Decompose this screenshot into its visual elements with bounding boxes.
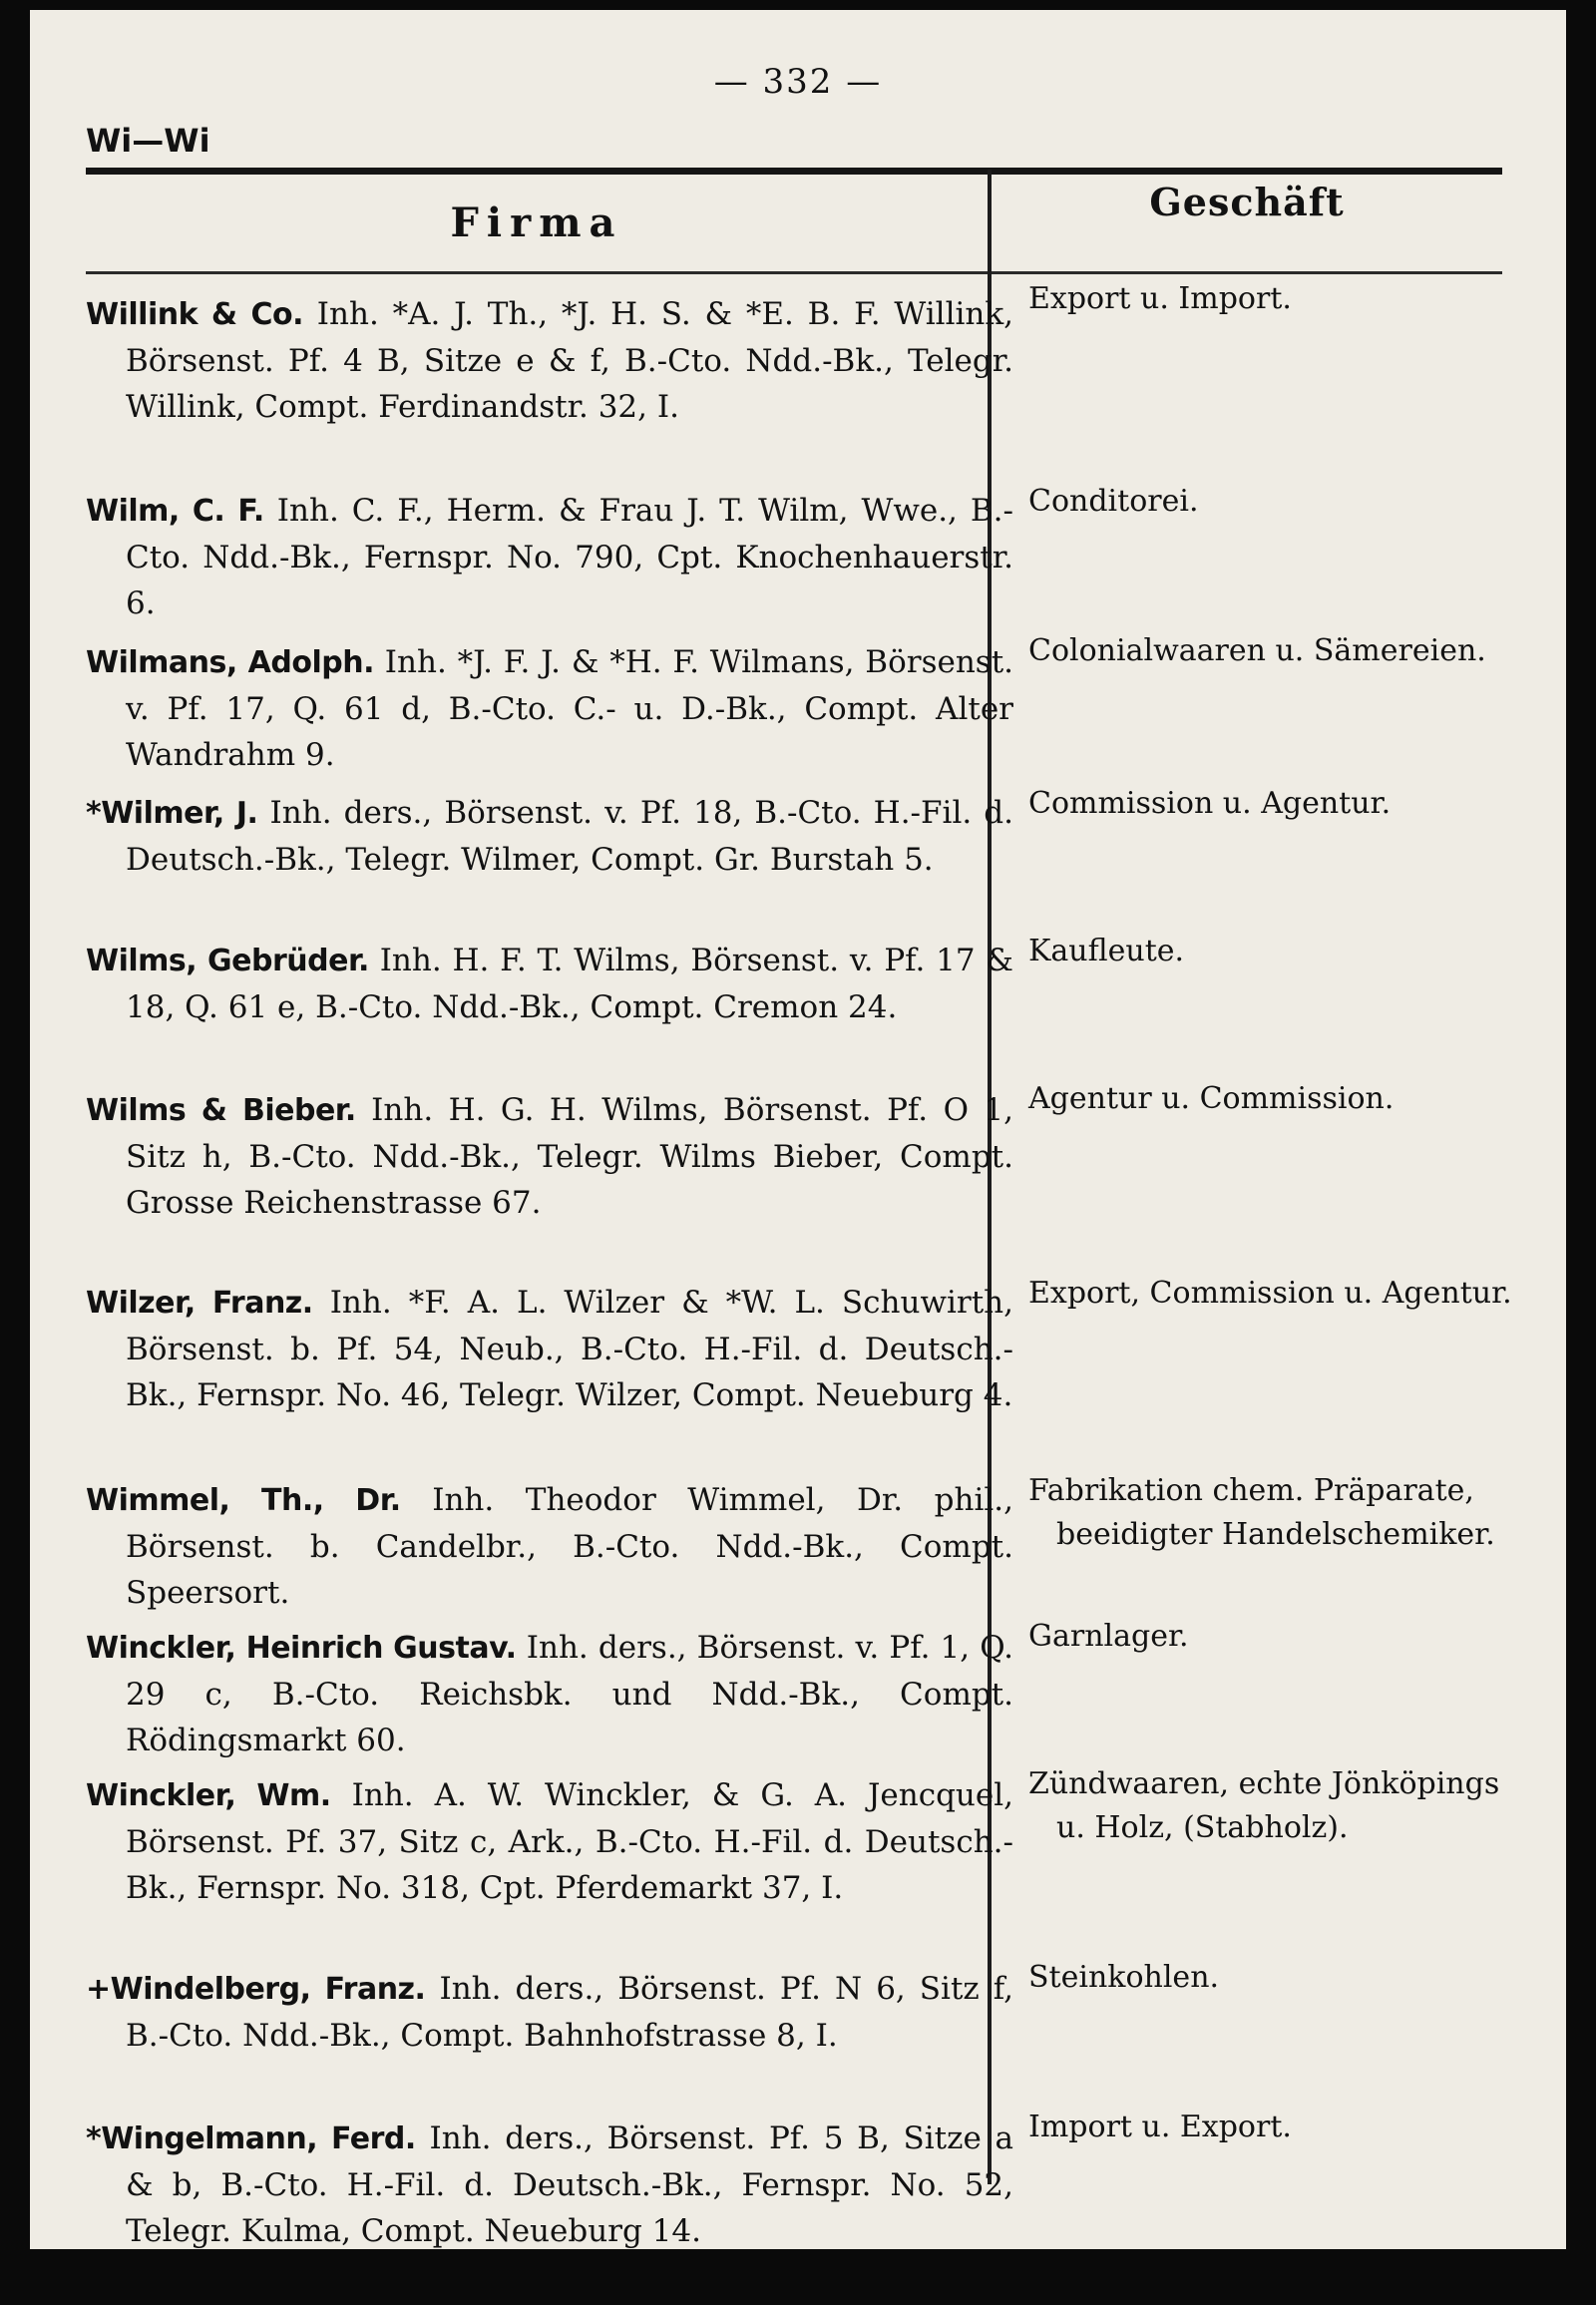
firm-text [86,1477,1013,1616]
business-description: Fabrikation chem. Präparate, beeidigter Handelschemiker. [1028,1473,1495,1552]
firm-text [86,639,1013,778]
firm-name: Winckler, Wm. [86,1778,331,1813]
column-header-firma: Firma [450,199,623,246]
business-description: Zündwaaren, echte Jönköpings u. Holz, (Stabholz). [1028,1766,1500,1845]
firm-name: Wilms, Gebrüder. [86,944,369,978]
firm-name: +Windelberg, Franz. [86,1972,426,2007]
running-head: Wi—Wi [86,122,210,160]
firm-text [86,1625,1013,1763]
entry [86,2106,1502,2305]
firm-details: Inh. Theodor Wimmel, Dr. phil., Börsenst. b. Candelbr., B.-Cto. Ndd.-Bk., Compt. Speersort. [126,1482,1014,1611]
firm-text [86,790,1013,883]
firm-text [86,938,1013,1030]
firm-name: Wimmel, Th., Dr. [86,1483,401,1518]
entry [86,277,1502,480]
entry [86,1762,1502,1956]
entry [86,629,1502,780]
business-description: Agentur u. Commission. [1028,1081,1395,1116]
firm-details: Inh. H. G. H. Wilms, Börsenst. Pf. O 1, Sitz h, B.-Cto. Ndd.-Bk., Telegr. Wilms Bieber, Compt. Grosse Reichenstrasse 67. [126,1092,1014,1221]
header-rule [86,271,1502,274]
entry [86,1615,1502,1762]
page-number: — 332 — [713,62,883,102]
business-description: Conditorei. [1028,484,1199,519]
firm-details: Inh. C. F., Herm. & Frau J. T. Wilm, Wwe., B.-Cto. Ndd.-Bk., Fernspr. No. 790, Cpt. Knochenhauerstr. 6. [126,493,1013,621]
business-description: Import u. Export. [1028,2110,1292,2144]
firm-text [86,291,1013,430]
entry [86,1077,1502,1272]
top-rule [86,168,1502,175]
firm-name: Willink & Co. [86,297,303,332]
business-description: Export, Commission u. Agentur. [1028,1276,1512,1311]
firm-details: Inh. ders., Börsenst. v. Pf. 1, Q. 29 c, B.-Cto. Reichsbk. und Ndd.-Bk., Compt. Rödingsmarkt 60. [126,1630,1013,1758]
firm-text [86,1772,1013,1911]
business-description: Colonialwaaren u. Sämereien. [1028,633,1486,668]
entry [86,1272,1512,1467]
firm-text [86,2115,1013,2254]
business-description: Kaufleute. [1028,934,1185,968]
firm-text [86,488,1013,626]
firm-name: *Wingelmann, Ferd. [86,2121,416,2156]
firm-name: Wilms & Bieber. [86,1093,356,1128]
entry-list [86,277,1512,2305]
firm-name: Wilzer, Franz. [86,1286,313,1321]
firm-details: Inh. ders., Börsenst. Pf. N 6, Sitz f, B.-Cto. Ndd.-Bk., Compt. Bahnhofstrasse 8, I. [126,1971,1014,2054]
firm-text [86,1087,1013,1226]
entry [86,928,1502,1077]
firm-details: Inh. A. W. Winckler, & G. A. Jencquel, Börsenst. Pf. 37, Sitz c, Ark., B.-Cto. H.-Fil. d. Deutsch.-Bk., Fernspr. No. 318, Cpt. Pferdemarkt 37, I. [126,1777,1013,1906]
directory-page [30,10,1566,2249]
entry [86,1956,1502,2106]
firm-text [86,1966,1013,2059]
firm-details: Inh. ders., Börsenst. v. Pf. 18, B.-Cto. H.-Fil. d. Deutsch.-Bk., Telegr. Wilmer, Compt. Gr. Burstah 5. [126,795,1013,878]
business-description: Commission u. Agentur. [1028,786,1392,821]
business-description: Garnlager. [1028,1619,1189,1654]
firm-name: *Wilmer, J. [86,796,258,831]
firm-details: Inh. *A. J. Th., *J. H. S. & *E. B. F. Willink, Börsenst. Pf. 4 B, Sitze e & f, B.-Cto. Ndd.-Bk., Telegr. Willink, Compt. Ferdinandstr. 32, I. [126,296,1014,425]
entry [86,480,1502,629]
column-header-geschaeft: Geschäft [1149,180,1345,224]
firm-text [86,1280,1013,1418]
business-description: Export u. Import. [1028,281,1292,316]
entry [86,780,1502,928]
firm-details: Inh. H. F. T. Wilms, Börsenst. v. Pf. 17 & 18, Q. 61 e, B.-Cto. Ndd.-Bk., Compt. Cremon 24. [126,943,1014,1025]
business-description: Steinkohlen. [1028,1960,1220,1995]
firm-name: Wilm, C. F. [86,494,264,529]
firm-details: Inh. *F. A. L. Wilzer & *W. L. Schuwirth, Börsenst. b. Pf. 54, Neub., B.-Cto. H.-Fil. d. Deutsch.-Bk., Fernspr. No. 46, Telegr. Wilzer, Compt. Neueburg 4. [126,1285,1013,1413]
firm-name: Wilmans, Adolph. [86,645,374,680]
firm-details: Inh. ders., Börsenst. Pf. 5 B, Sitze a & b, B.-Cto. H.-Fil. d. Deutsch.-Bk., Fernspr. No. 52, Telegr. Kulma, Compt. Neueburg 14. [126,2120,1014,2249]
entry [86,1467,1502,1615]
firm-details: Inh. *J. F. J. & *H. F. Wilmans, Börsenst. v. Pf. 17, Q. 61 d, B.-Cto. C.- u. D.-Bk., Compt. Alter Wandrahm 9. [126,644,1014,773]
firm-name: Winckler, Heinrich Gustav. [86,1631,517,1666]
